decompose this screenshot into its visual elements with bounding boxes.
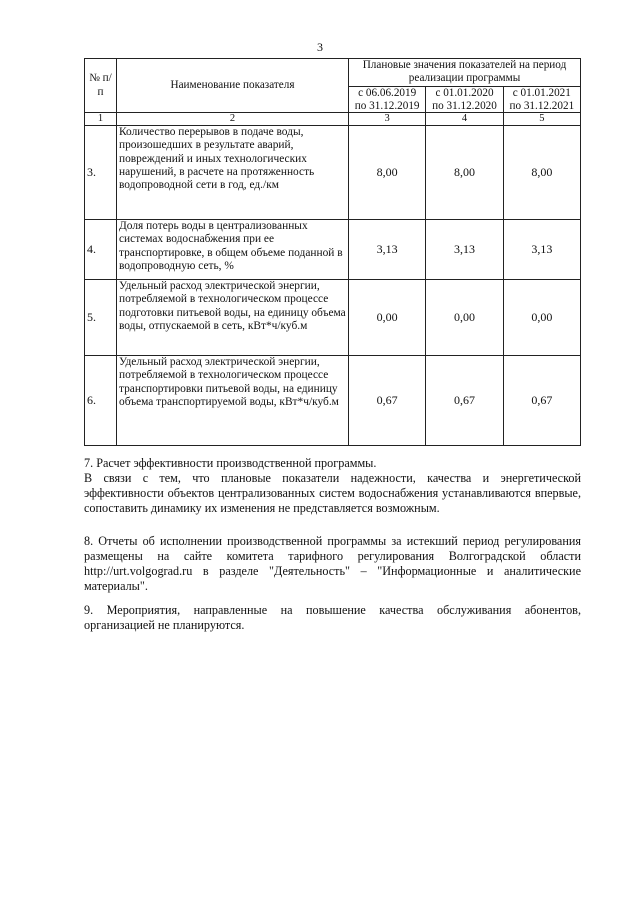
table-row [85,220,581,280]
section-9-body: 9. Мероприятия, направленные на повышение качества обслуживания абонентов, организацией не планируются. [84,603,581,633]
section-7-body: В связи с тем, что плановые показатели надежности, качества и энергетической эффективности объектов централизованных систем водоснабжения устанавливаются впервые, сопоставить динамику их изменения не представляется возможным. [84,471,581,516]
section-8 [84,534,581,595]
header-indicator-name: Наименование показателя [117,59,349,113]
header-period-1 [349,87,426,113]
row-number: 3. [85,126,117,220]
table-row [85,280,581,356]
period-2-end: по 31.12.2020 [432,99,497,112]
indicator-value: 3,13 [503,220,580,280]
period-1-start: с 06.06.2019 [358,87,417,100]
section-8-body: 8. Отчеты об исполнении производственной программы за истекший период регулирования размещены на сайте комитета тарифного регулирования Волгоградской области http://urt.volgograd.ru в разделе "Деятельность" – "Информационные и аналитические материалы". [84,534,581,594]
indicator-value: 3,13 [349,220,426,280]
indicator-value: 8,00 [349,126,426,220]
indicator-value: 0,67 [349,356,426,446]
indicator-value: 8,00 [426,126,503,220]
indicator-name: Количество перерывов в подаче воды, произошедших в результате аварий, повреждений и иных технологических нарушений, в расчете на протяженность водопроводной сети в год, ед./км [117,126,349,220]
header-period-3 [503,87,580,113]
row-number: 4. [85,220,117,280]
row-number: 5. [85,280,117,356]
table-row [85,356,581,446]
indicator-value: 0,00 [349,280,426,356]
period-1-end: по 31.12.2019 [354,99,420,112]
indicator-name: Удельный расход электрической энергии, потребляемой в технологическом процессе подготовки питьевой воды, на единицу объема воды, отпускаемой в сеть, кВт*ч/куб.м [117,280,349,356]
column-index: 4 [426,113,503,126]
column-index: 3 [349,113,426,126]
header-planned-values: Плановые значения показателей на период реализации программы [349,59,581,87]
indicator-value: 3,13 [426,220,503,280]
indicator-value: 0,67 [426,356,503,446]
indicator-value: 8,00 [503,126,580,220]
indicator-value: 0,00 [426,280,503,356]
indicator-value: 0,00 [503,280,580,356]
header-period-2 [426,87,503,113]
section-9 [84,603,581,633]
period-2-start: с 01.01.2020 [435,87,494,100]
indicator-value: 0,67 [503,356,580,446]
section-7-title: 7. Расчет эффективности производственной программы. [84,456,377,470]
indicator-name: Доля потерь воды в централизованных системах водоснабжения при ее транспортировке, в общем объеме поданной в водопроводную сеть, % [117,220,349,280]
period-3-end: по 31.12.2021 [509,99,575,112]
indicator-name: Удельный расход электрической энергии, потребляемой в технологическом процессе транспортировки питьевой воды, на единицу объема транспортируемой воды, кВт*ч/куб.м [117,356,349,446]
period-3-start: с 01.01.2021 [512,87,571,100]
section-7 [84,456,581,517]
page-number: 3 [317,40,323,54]
indicators-table [84,58,581,446]
column-index-row [85,113,581,126]
row-number: 6. [85,356,117,446]
column-index: 2 [117,113,349,126]
column-index: 1 [85,113,117,126]
header-number: № п/п [85,59,117,113]
table-row [85,126,581,220]
column-index: 5 [503,113,580,126]
